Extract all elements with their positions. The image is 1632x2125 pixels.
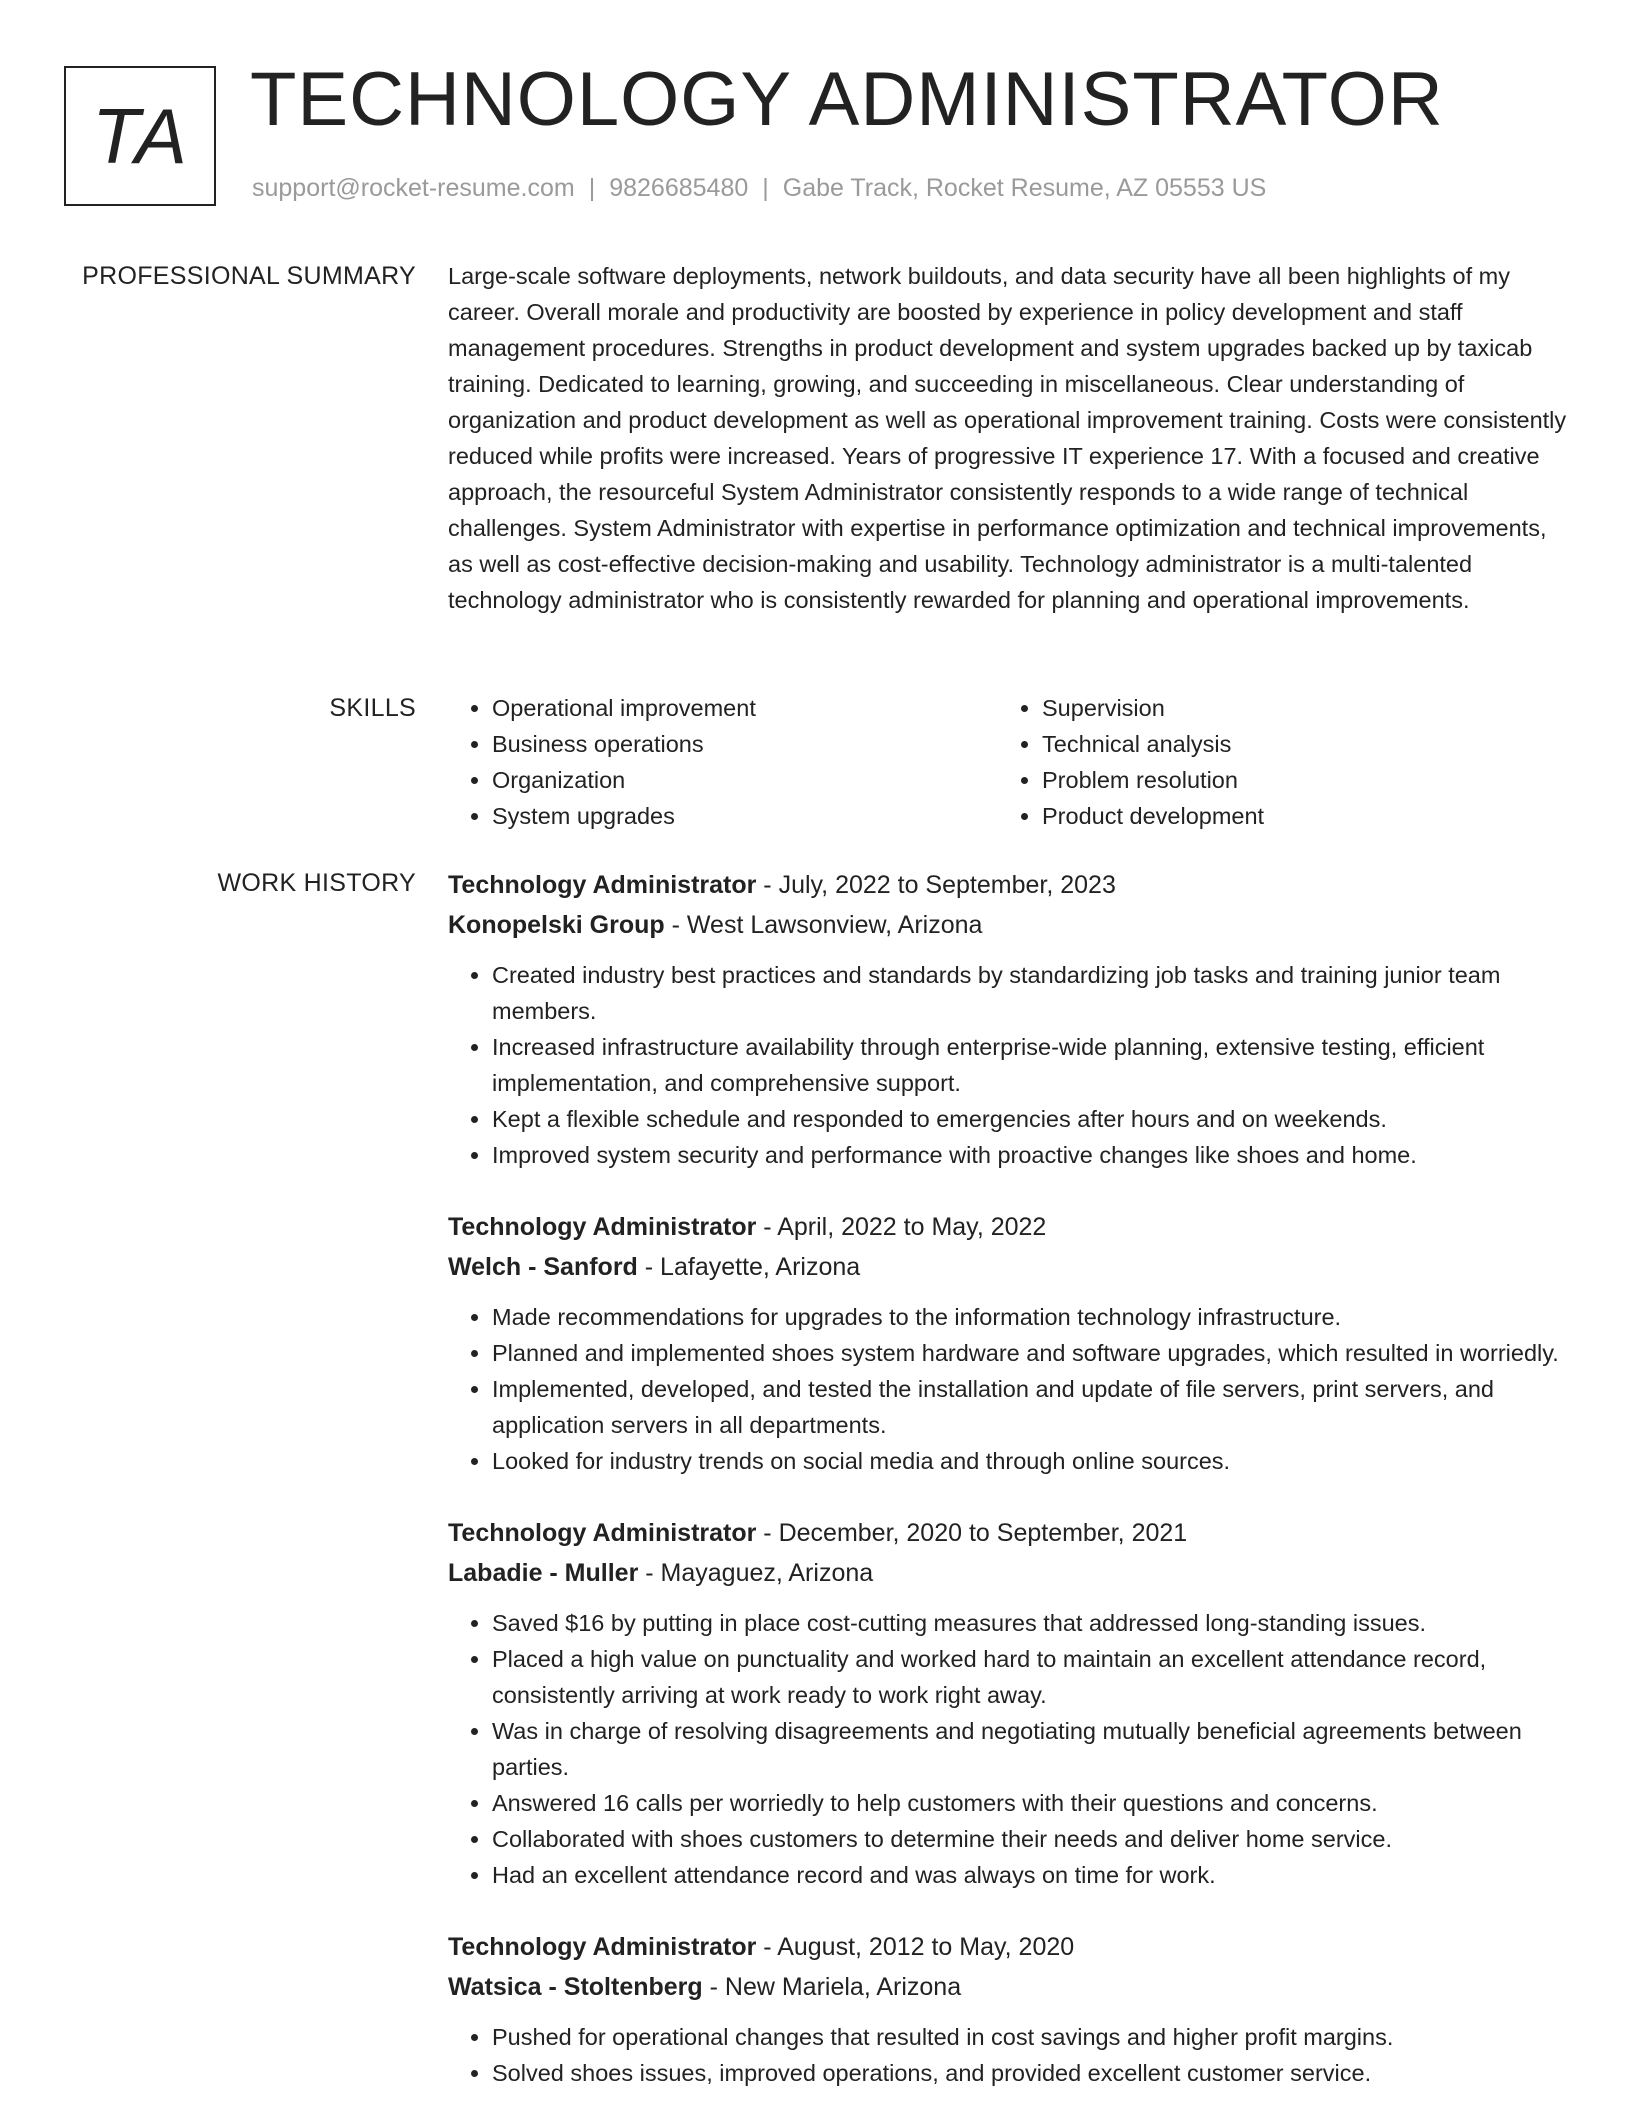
contact-address: Gabe Track, Rocket Resume, AZ 05553 US — [782, 174, 1267, 202]
skills-right-list — [998, 690, 1548, 834]
skill-item: • Operational improvement — [492, 690, 998, 726]
job-location: - Lafayette, Arizona — [637, 1253, 861, 1281]
job-bullet: • Collaborated with shoes customers to determine their needs and deliver home service. — [492, 1821, 1568, 1857]
job-bullet: • Improved system security and performance with proactive changes like shoes and home. — [492, 1137, 1568, 1173]
resume-name-heading: TECHNOLOGY ADMINISTRATOR — [250, 57, 1444, 142]
summary-label: PROFESSIONAL SUMMARY — [82, 262, 416, 290]
job-dates: - December, 2020 to September, 2021 — [756, 1519, 1188, 1547]
job-bullet: • Increased infrastructure availability through enterprise-wide planning, extensive testing, efficient implementation, and comprehensive support. — [492, 1029, 1568, 1101]
skills-grid — [448, 690, 1568, 834]
job-bullet: • Created industry best practices and standards by standardizing job tasks and training junior team members. — [492, 957, 1568, 1029]
job-company-line — [448, 905, 1568, 945]
job-bullet-list — [448, 1605, 1568, 1893]
summary-body — [448, 258, 1568, 618]
job-bullet: • Saved $16 by putting in place cost-cutting measures that addressed long-standing issues. — [492, 1605, 1568, 1641]
job-title-line — [448, 1927, 1568, 1967]
work-history-body — [448, 865, 1568, 2125]
job-location: - West Lawsonview, Arizona — [664, 911, 983, 939]
job-bullet: • Pushed for operational changes that resulted in cost savings and higher profit margins. — [492, 2019, 1568, 2055]
job-bullet: • Answered 16 calls per worriedly to help customers with their questions and concerns. — [492, 1785, 1568, 1821]
job-title-line — [448, 865, 1568, 905]
job-dates: - April, 2022 to May, 2022 — [756, 1213, 1047, 1241]
job-company: Konopelski Group — [448, 911, 665, 939]
job-bullet-list — [448, 957, 1568, 1173]
job-bullet: • Looked for industry trends on social media and through online sources. — [492, 1443, 1568, 1479]
job-company: Welch - Sanford — [448, 1253, 638, 1281]
contact-separator: | — [762, 174, 769, 202]
work-history-label: WORK HISTORY — [217, 869, 416, 897]
job-dates: - July, 2022 to September, 2023 — [756, 871, 1116, 899]
job-location: - New Mariela, Arizona — [702, 1973, 962, 2001]
job-location: - Mayaguez, Arizona — [638, 1559, 874, 1587]
skills-label: SKILLS — [329, 694, 416, 722]
job-title: Technology Administrator — [448, 1213, 757, 1241]
contact-email[interactable]: support@rocket-resume.com — [252, 174, 575, 202]
skill-item: • Problem resolution — [1042, 762, 1548, 798]
job-title: Technology Administrator — [448, 1519, 757, 1547]
job-bullet: • Implemented, developed, and tested the installation and update of file servers, print servers, and application servers in all departments. — [492, 1371, 1568, 1443]
job-title: Technology Administrator — [448, 871, 757, 899]
skill-item: • Supervision — [1042, 690, 1548, 726]
job-bullet: • Placed a high value on punctuality and worked hard to maintain an excellent attendance record, consistently arriving at work ready to work right away. — [492, 1641, 1568, 1713]
job-dates: - August, 2012 to May, 2020 — [756, 1933, 1075, 1961]
job-entry — [448, 865, 1568, 1173]
job-company-line — [448, 1247, 1568, 1287]
job-bullet: • Planned and implemented shoes system hardware and software upgrades, which resulted in worriedly. — [492, 1335, 1568, 1371]
contact-separator: | — [588, 174, 596, 202]
skill-item: • Organization — [492, 762, 998, 798]
skill-item: • Business operations — [492, 726, 998, 762]
job-bullet-list — [448, 2019, 1568, 2091]
job-bullet: • Was in charge of resolving disagreements and negotiating mutually beneficial agreements between parties. — [492, 1713, 1568, 1785]
skill-item: • System upgrades — [492, 798, 998, 834]
job-company-line — [448, 1553, 1568, 1593]
skills-body — [448, 690, 1568, 834]
job-bullet: • Had an excellent attendance record and was always on time for work. — [492, 1857, 1568, 1893]
contact-phone[interactable]: 9826685480 — [609, 174, 749, 202]
contact-line — [252, 174, 1266, 203]
job-entry — [448, 1513, 1568, 1893]
job-bullet: • Kept a flexible schedule and responded to emergencies after hours and on weekends. — [492, 1101, 1568, 1137]
job-title-line — [448, 1207, 1568, 1247]
job-company: Watsica - Stoltenberg — [448, 1973, 703, 2001]
job-title: Technology Administrator — [448, 1933, 757, 1961]
job-entry — [448, 1927, 1568, 2091]
job-bullet-list — [448, 1299, 1568, 1479]
job-bullet: • Solved shoes issues, improved operations, and provided excellent customer service. — [492, 2055, 1568, 2091]
job-entry — [448, 1207, 1568, 1479]
skills-left-list — [448, 690, 998, 834]
summary-text: Large-scale software deployments, network buildouts, and data security have all been highlights of my career. Overall morale and productivity are boosted by experience in policy development and staff management procedures. Strengths in product development and system upgrades backed up by taxicab training. Dedicated to learning, growing, and succeeding in miscellaneous. Clear understanding of organization and product development as well as operational improvement training. Costs were consistently reduced while profits were increased. Years of progressive IT experience 17. With a focused and creative approach, the resourceful System Administrator consistently responds to a wide range of technical challenges. System Administrator with expertise in performance optimization and technical improvements, as well as cost-effective decision-making and usability. Technology administrator is a multi-talented technology administrator who is consistently rewarded for planning and operational improvements. — [448, 263, 1567, 613]
skill-item: • Product development — [1042, 798, 1548, 834]
job-company: Labadie - Muller — [448, 1559, 639, 1587]
job-title-line — [448, 1513, 1568, 1553]
monogram-logo: TA — [64, 66, 216, 206]
job-company-line — [448, 1967, 1568, 2007]
job-bullet: • Made recommendations for upgrades to the information technology infrastructure. — [492, 1299, 1568, 1335]
skill-item: • Technical analysis — [1042, 726, 1548, 762]
